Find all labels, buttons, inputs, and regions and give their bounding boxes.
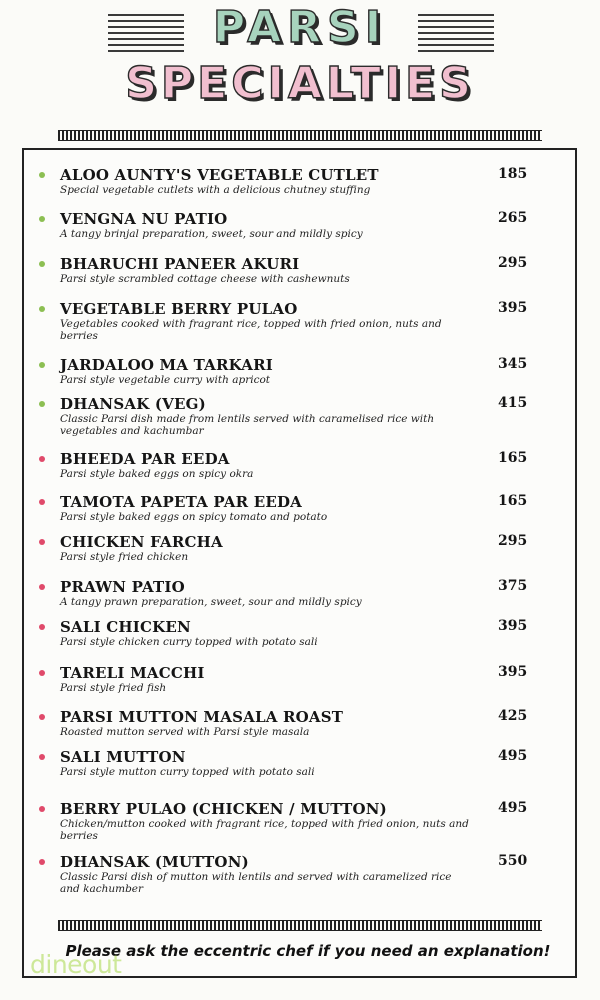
veg-dot-icon — [39, 216, 45, 222]
menu-item-name: PRAWN PATIO — [60, 578, 185, 596]
veg-dot-icon — [39, 362, 45, 368]
nonveg-dot-icon — [39, 859, 45, 865]
menu-item-price: 395 — [498, 300, 528, 316]
nonveg-dot-icon — [39, 670, 45, 676]
menu-item-price: 185 — [498, 166, 528, 182]
menu-item-name: SALI MUTTON — [60, 748, 186, 766]
menu-item-name: DHANSAK (MUTTON) — [60, 853, 249, 871]
menu-item-name: CHICKEN FARCHA — [60, 533, 223, 551]
menu-item-name: PARSI MUTTON MASALA ROAST — [60, 708, 344, 726]
top-divider — [58, 130, 542, 141]
veg-dot-icon — [39, 401, 45, 407]
menu-item-name: ALOO AUNTY'S VEGETABLE CUTLET — [60, 166, 379, 184]
menu-item-price: 295 — [498, 533, 528, 549]
menu-item-name: TARELI MACCHI — [60, 664, 205, 682]
menu-item-description: Parsi style scrambled cottage cheese with cashewnuts — [60, 273, 350, 285]
menu-item-name: BERRY PULAO (CHICKEN / MUTTON) — [60, 800, 387, 818]
title-parsi: PARSI — [212, 2, 388, 53]
menu-item-description: Parsi style baked eggs on spicy okra — [60, 468, 254, 480]
nonveg-dot-icon — [39, 754, 45, 760]
title-specialties: SPECIALTIES — [125, 58, 475, 109]
menu-item-description: Chicken/mutton cooked with fragrant rice, topped with fried onion, nuts and berries — [60, 818, 469, 842]
menu-item-description: A tangy brinjal preparation, sweet, sour and mildly spicy — [60, 228, 363, 240]
nonveg-dot-icon — [39, 456, 45, 462]
menu-item-name: SALI CHICKEN — [60, 618, 191, 636]
menu-item-price: 395 — [498, 618, 528, 634]
menu-item-price: 415 — [498, 395, 528, 411]
menu-item-price: 425 — [498, 708, 528, 724]
menu-item-description: Parsi style fried chicken — [60, 551, 189, 563]
nonveg-dot-icon — [39, 714, 45, 720]
speed-lines-left — [108, 14, 184, 56]
menu-item-description: Special vegetable cutlets with a delicious chutney stuffing — [60, 184, 371, 196]
menu-item-price: 495 — [498, 800, 528, 816]
footer-note: Please ask the eccentric chef if you need an explanation! — [65, 942, 551, 960]
menu-item-name: DHANSAK (VEG) — [60, 395, 206, 413]
menu-item-description: Vegetables cooked with fragrant rice, topped with fried onion, nuts and berries — [60, 318, 442, 342]
menu-item-description: Parsi style baked eggs on spicy tomato and potato — [60, 511, 328, 523]
menu-item-description: Parsi style fried fish — [60, 682, 167, 694]
menu-item-name: VENGNA NU PATIO — [60, 210, 228, 228]
nonveg-dot-icon — [39, 539, 45, 545]
menu-item-description: Parsi style vegetable curry with apricot — [60, 374, 270, 386]
nonveg-dot-icon — [39, 584, 45, 590]
menu-item-name: VEGETABLE BERRY PULAO — [60, 300, 298, 318]
menu-item-price: 265 — [498, 210, 528, 226]
dineout-watermark: dineout — [30, 950, 122, 979]
menu-item-price: 550 — [498, 853, 528, 869]
menu-item-price: 495 — [498, 748, 528, 764]
menu-item-name: TAMOTA PAPETA PAR EEDA — [60, 493, 303, 511]
menu-item-description: Classic Parsi dish made from lentils served with caramelised rice with vegetables and kachumbar — [60, 413, 435, 437]
veg-dot-icon — [39, 261, 45, 267]
menu-item-description: A tangy prawn preparation, sweet, sour and mildly spicy — [60, 596, 362, 608]
veg-dot-icon — [39, 172, 45, 178]
nonveg-dot-icon — [39, 806, 45, 812]
nonveg-dot-icon — [39, 499, 45, 505]
veg-dot-icon — [39, 306, 45, 312]
bottom-divider — [58, 920, 542, 931]
menu-frame — [22, 148, 577, 978]
menu-item-name: BHEEDA PAR EEDA — [60, 450, 230, 468]
menu-item-price: 165 — [498, 450, 528, 466]
menu-item-price: 295 — [498, 255, 528, 271]
menu-item-description: Parsi style chicken curry topped with potato sali — [60, 636, 318, 648]
menu-item-description: Parsi style mutton curry topped with potato sali — [60, 766, 315, 778]
menu-item-price: 375 — [498, 578, 528, 594]
menu-item-name: BHARUCHI PANEER AKURI — [60, 255, 300, 273]
menu-item-name: JARDALOO MA TARKARI — [60, 356, 274, 374]
speed-lines-right — [418, 14, 494, 56]
nonveg-dot-icon — [39, 624, 45, 630]
menu-item-description: Classic Parsi dish of mutton with lentils and served with caramelized rice and kachumber — [60, 871, 452, 895]
menu-item-price: 345 — [498, 356, 528, 372]
menu-item-price: 165 — [498, 493, 528, 509]
menu-item-price: 395 — [498, 664, 528, 680]
menu-item-description: Roasted mutton served with Parsi style masala — [60, 726, 310, 738]
